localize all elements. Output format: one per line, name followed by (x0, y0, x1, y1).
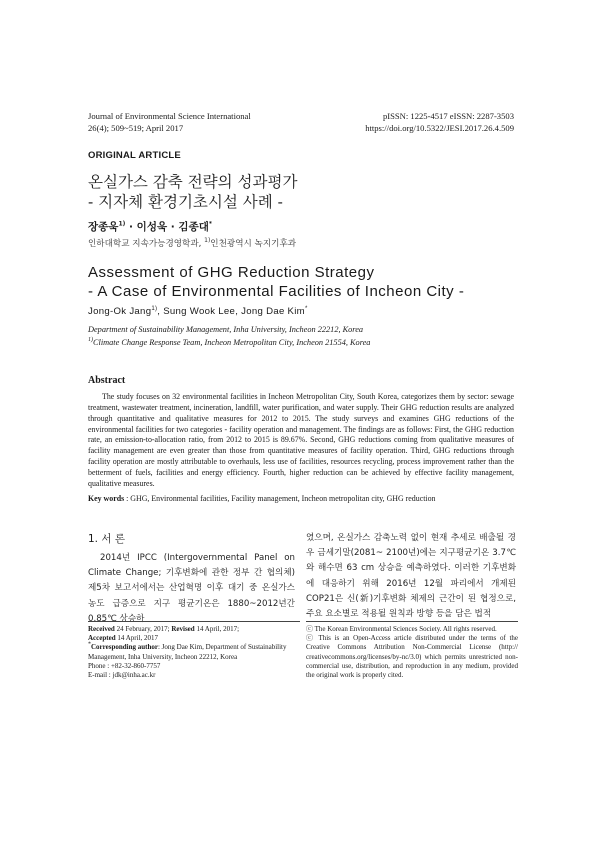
journal-volume: 26(4); 509~519; April 2017 (88, 122, 184, 133)
author-3-ko-sup: * (208, 220, 212, 228)
keywords-label: Key words (88, 494, 125, 503)
accepted-date: 14 April, 2017 (115, 634, 158, 643)
license-text: ⓒ This is an Open-Access article distributed under the terms of the Creative Commons Attribution Non-Commercial License (http:// creativecommons.org/licenses/by-nc/3.0) which permits unrestricted non-commercial use, distribution, and reproduction in any medium, provided the original work is properly cited. (306, 634, 518, 680)
footnote-dates-correspondence (88, 625, 300, 680)
author-2-ko: 이성욱 (136, 221, 168, 233)
affiliation-korean (88, 237, 296, 249)
intro-right-column: 였으며, 온실가스 감축노력 없이 현재 추세로 배출될 경우 금세기말(2081~ 2100년)에는 지구평균기온 3.7℃와 해수면 63 cm 상승을 예측하였다. 이러한 기후변화에 대응하기 위해 2016년 12월 파리에서 개제된 COP21은 신(新)기후변화 체제의 근간이 된 협정으로, 주요 요소별로 적용될 원칙과 방향 등을 담은 법적 (306, 533, 516, 620)
accepted-label: Accepted (88, 634, 116, 643)
doi[interactable]: https://doi.org/10.5322/JESI.2017.26.4.509 (365, 122, 514, 133)
title-korean-line2: - 지자체 환경기초시설 사례 - (88, 193, 283, 211)
journal-name: Journal of Environmental Science International (88, 111, 251, 121)
author-sep-1: · (125, 221, 137, 233)
author-1-ko: 장종욱 (88, 221, 119, 233)
article-type: ORIGINAL ARTICLE (88, 150, 181, 161)
author-sep-2: · (167, 221, 179, 233)
corr-mark: * (88, 642, 91, 649)
affil-ko-sup: 1) (204, 237, 211, 245)
affil-en-line1: Department of Sustainability Management, Inha University, Incheon 22212, Korea (88, 325, 364, 334)
authors-korean (88, 219, 212, 234)
affiliation-english (88, 324, 370, 349)
footnote-license (306, 625, 518, 680)
revised-label: Revised (171, 625, 195, 633)
footnote-rule-right (306, 621, 518, 622)
authors-english (88, 306, 308, 317)
keywords-text: : GHG, Environmental facilities, Facility management, Incheon metropolitan city, GHG reduction (124, 494, 436, 503)
revised-date: 14 April, 2017; (194, 625, 240, 633)
affil-ko-2: 인천광역시 녹지기후과 (210, 239, 297, 249)
author-1-en-sup: 1) (151, 305, 158, 312)
intro-left-column: 2014년 IPCC (Intergovernmental Panel on Climate Change; 기후변화에 관한 정부 간 협의체) 제5차 보고서에서는 산업혁명 이후 대기 중 온실가스 농도 급증으로 지구 평균기온은 1880~2012년간 0.85℃ 상승하 (88, 553, 295, 624)
copyright: ⓒ The Korean Environmental Sciences Society. All rights reserved. (306, 625, 497, 633)
affil-ko-1: 인하대학교 지속가능경영학과, (88, 239, 205, 249)
title-english (88, 264, 464, 301)
affil-en-line2 (88, 337, 370, 350)
affil-en-line2-text: Climate Change Response Team, Incheon Metropolitan City, Incheon 21554, Korea (93, 337, 371, 347)
affil-en-sup: 1) (88, 336, 93, 343)
authors-en-rest: , Sung Wook Lee, Jong Dae Kim (157, 306, 305, 317)
author-1-en: Jong-Ok Jang (88, 306, 152, 317)
abstract-heading: Abstract (88, 375, 126, 386)
received-revised (88, 625, 300, 634)
received-date: 24 February, 2017; (114, 625, 172, 633)
author-3-en-sup: * (304, 305, 308, 312)
author-3-ko: 김종대 (178, 221, 209, 233)
footnote-rule-left (88, 621, 300, 622)
abstract-body: The study focuses on 32 environmental facilities in Incheon Metropolitan City, South Korea, categorizes them by sector: sewage treatment, wastewater treatment, incineration, landfill, water purification, and water supply. Their GHG reduction results are analyzed through quantitative and qualitative measures for 2012 to 2015. The study surveys and examines GHG reductions of the environmental facilities for two categories - facility operation and management. The findings are as follows: First, the GHG reduction rate, an emission-to-allocation ratio, from 2012 to 2015 is 89.67%. Second, GHG reductions coming from qualitative measures of facility management are even greater than those from quantitative measures of facility operation. Third, GHG reductions through facility operation are mostly attributable to overhauls, less use of facilities, resources recycling, process improvement rather than the betterment of fuels, facilities and energy efficiency. Fourth, higher reduction can be achieved by effective facility management, qualitative measures. (88, 392, 514, 488)
received-label: Received (88, 625, 115, 633)
title-korean-line1: 온실가스 감축 전략의 성과평가 (88, 173, 298, 191)
author-1-ko-sup: 1) (118, 220, 126, 228)
title-english-line2: - A Case of Environmental Facilities of Incheon City - (88, 282, 465, 300)
section-introduction-heading: 1. 서 론 (88, 533, 125, 545)
corresponding-author (88, 643, 300, 661)
journal-header-left (88, 111, 251, 134)
title-english-line1: Assessment of GHG Reduction Strategy (88, 264, 375, 281)
journal-header-right (365, 111, 514, 134)
phone: Phone : +82-32-860-7757 (88, 661, 161, 670)
corr-label: Corresponding author (91, 643, 158, 652)
issn: pISSN: 1225-4517 eISSN: 2287-3503 (382, 111, 514, 121)
keywords (88, 494, 518, 505)
email[interactable]: E-mail : jdk@inha.ac.kr (88, 671, 156, 680)
corr-text: : Jong Dae Kim, Department of Sustainability Management, Inha University, Incheon 22212, Korea (88, 643, 287, 661)
title-korean (88, 172, 297, 212)
